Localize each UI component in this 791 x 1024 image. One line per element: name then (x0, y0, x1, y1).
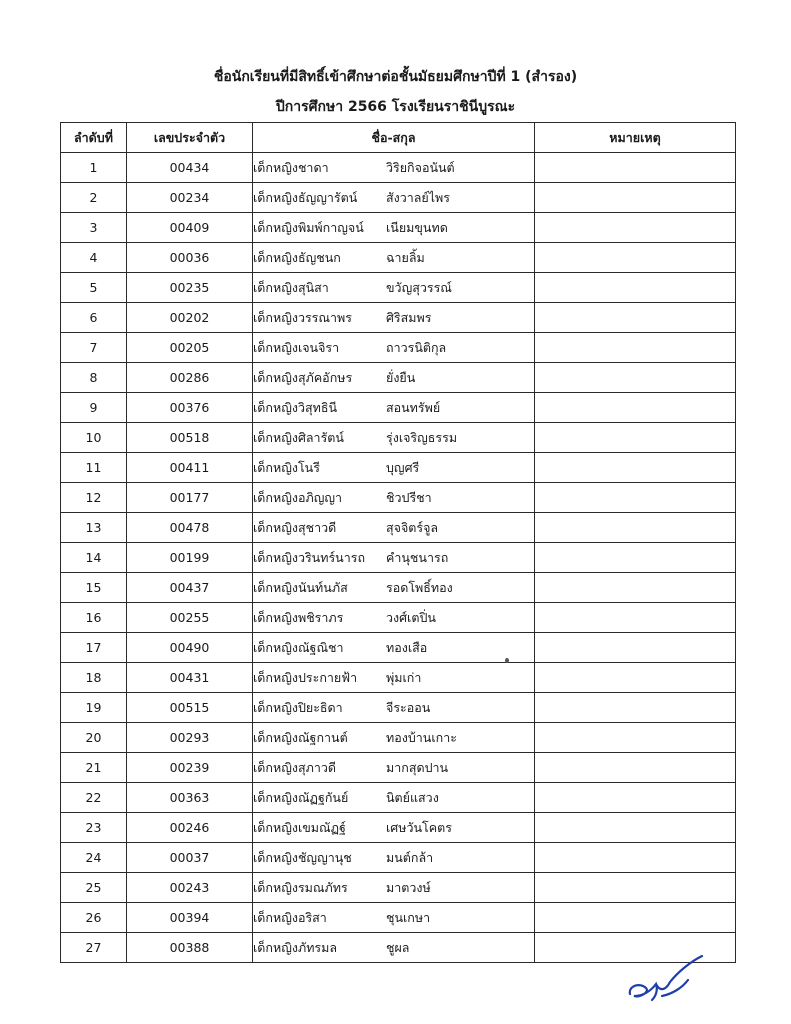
row-number: 25 (61, 873, 127, 903)
table-row (61, 483, 736, 513)
table-row (61, 303, 736, 333)
remark (535, 153, 736, 183)
remark (535, 333, 736, 363)
row-number: 4 (61, 243, 127, 273)
student-name (253, 303, 535, 333)
table-row (61, 183, 736, 213)
student-id: 00515 (127, 693, 253, 723)
remark (535, 663, 736, 693)
last-name: ชิวปรีชา (386, 489, 432, 505)
student-name (253, 393, 535, 423)
table-row (61, 843, 736, 873)
row-number: 3 (61, 213, 127, 243)
ink-dot (505, 658, 509, 663)
table-row (61, 633, 736, 663)
first-name: เด็กหญิงปิยะธิดา (253, 699, 343, 715)
row-number: 10 (61, 423, 127, 453)
last-name: บุญศรี (386, 459, 420, 475)
last-name: มาตวงษ์ (386, 879, 431, 895)
student-name (253, 783, 535, 813)
student-id: 00376 (127, 393, 253, 423)
student-id: 00431 (127, 663, 253, 693)
remark (535, 243, 736, 273)
row-number: 8 (61, 363, 127, 393)
student-name (253, 753, 535, 783)
row-number: 7 (61, 333, 127, 363)
first-name: เด็กหญิงธัญญารัตน์ (253, 189, 358, 205)
table-row (61, 273, 736, 303)
student-id: 00202 (127, 303, 253, 333)
first-name: เด็กหญิงพชิราภร (253, 609, 344, 625)
last-name: รอดโพธิ์ทอง (386, 579, 453, 595)
first-name: เด็กหญิงสุชาวดี (253, 519, 337, 535)
remark (535, 603, 736, 633)
student-name (253, 873, 535, 903)
student-id: 00243 (127, 873, 253, 903)
signature-icon (626, 952, 706, 1008)
student-name (253, 543, 535, 573)
last-name: ทองบ้านเกาะ (386, 729, 457, 745)
table-row (61, 513, 736, 543)
student-name (253, 183, 535, 213)
row-number: 19 (61, 693, 127, 723)
header-name: ชื่อ-สกุล (253, 123, 535, 153)
row-number: 24 (61, 843, 127, 873)
student-id: 00434 (127, 153, 253, 183)
student-id: 00255 (127, 603, 253, 633)
student-name (253, 633, 535, 663)
student-name (253, 573, 535, 603)
remark (535, 843, 736, 873)
remark (535, 873, 736, 903)
remark (535, 513, 736, 543)
last-name: มากสุดปาน (386, 759, 449, 775)
student-id: 00036 (127, 243, 253, 273)
last-name: ถาวรนิติกุล (386, 339, 447, 355)
student-id: 00286 (127, 363, 253, 393)
row-number: 22 (61, 783, 127, 813)
student-id: 00205 (127, 333, 253, 363)
table-row (61, 873, 736, 903)
student-name (253, 723, 535, 753)
table-row (61, 393, 736, 423)
student-name (253, 513, 535, 543)
row-number: 11 (61, 453, 127, 483)
student-id: 00478 (127, 513, 253, 543)
table-row (61, 243, 736, 273)
first-name: เด็กหญิงวรินทร์นารถ (253, 549, 366, 565)
last-name: จีระออน (386, 699, 431, 715)
remark (535, 783, 736, 813)
first-name: เด็กหญิงพิมพ์กาญจน์ (253, 219, 364, 235)
student-name (253, 663, 535, 693)
table-row (61, 663, 736, 693)
remark (535, 363, 736, 393)
first-name: เด็กหญิงวรรณาพร (253, 309, 352, 325)
student-name (253, 423, 535, 453)
first-name: เด็กหญิงวิสุทธินี (253, 399, 338, 415)
row-number: 2 (61, 183, 127, 213)
last-name: คำนุชนารถ (386, 549, 449, 565)
last-name: ชุนเกษา (386, 909, 431, 925)
student-id: 00239 (127, 753, 253, 783)
row-number: 6 (61, 303, 127, 333)
table-row (61, 783, 736, 813)
student-id: 00363 (127, 783, 253, 813)
student-name (253, 453, 535, 483)
first-name: เด็กหญิงศิลารัตน์ (253, 429, 344, 445)
table-row (61, 813, 736, 843)
table-row (61, 213, 736, 243)
document-subtitle: ปีการศึกษา 2566 โรงเรียนราชินีบูรณะ (275, 99, 516, 115)
student-name (253, 903, 535, 933)
remark (535, 723, 736, 753)
table-row (61, 753, 736, 783)
table-row (61, 693, 736, 723)
first-name: เด็กหญิงภัทรมล (253, 939, 338, 955)
table-row (61, 153, 736, 183)
last-name: สังวาลย์ไพร (386, 189, 450, 205)
student-id: 00234 (127, 183, 253, 213)
student-id: 00437 (127, 573, 253, 603)
remark (535, 573, 736, 603)
row-number: 13 (61, 513, 127, 543)
first-name: เด็กหญิงอริสา (253, 909, 327, 925)
table-row (61, 543, 736, 573)
student-id: 00490 (127, 633, 253, 663)
row-number: 9 (61, 393, 127, 423)
first-name: เด็กหญิงเจนจิรา (253, 339, 340, 355)
student-name (253, 843, 535, 873)
first-name: เด็กหญิงเขมณัฏฐ์ (253, 819, 346, 835)
remark (535, 273, 736, 303)
table-row (61, 363, 736, 393)
first-name: เด็กหญิงธัญชนก (253, 249, 341, 265)
first-name: เด็กหญิงนันท์นภัส (253, 579, 348, 595)
remark (535, 483, 736, 513)
table-header-row (61, 123, 736, 153)
last-name: เนียมขุนทด (386, 219, 448, 235)
last-name: สุจจิตร์จูล (386, 519, 439, 535)
first-name: เด็กหญิงสุนิสา (253, 279, 329, 295)
last-name: ศิริสมพร (386, 309, 432, 325)
document-title: ชื่อนักเรียนที่มีสิทธิ์เข้าศึกษาต่อชั้นมัธยมศึกษาปีที่ 1 (สำรอง) (213, 69, 578, 85)
row-number: 18 (61, 663, 127, 693)
last-name: ทองเสือ (386, 639, 428, 655)
first-name: เด็กหญิงสุภัคอักษร (253, 369, 353, 385)
remark (535, 393, 736, 423)
row-number: 1 (61, 153, 127, 183)
remark (535, 213, 736, 243)
first-name: เด็กหญิงณัฐกานต์ (253, 729, 348, 745)
first-name: เด็กหญิงชาดา (253, 159, 329, 175)
student-id: 00411 (127, 453, 253, 483)
remark (535, 813, 736, 843)
header-no: ลำดับที่ (61, 123, 127, 153)
remark (535, 633, 736, 663)
student-name (253, 933, 535, 963)
table-row (61, 573, 736, 603)
student-id: 00388 (127, 933, 253, 963)
student-table (60, 122, 736, 963)
row-number: 23 (61, 813, 127, 843)
remark (535, 453, 736, 483)
student-id: 00177 (127, 483, 253, 513)
student-id: 00235 (127, 273, 253, 303)
student-id: 00246 (127, 813, 253, 843)
table-row (61, 603, 736, 633)
student-name (253, 243, 535, 273)
first-name: เด็กหญิงชัญญานุช (253, 849, 352, 865)
header-remark: หมายเหตุ (535, 123, 736, 153)
last-name: รุ่งเจริญธรรม (386, 429, 458, 445)
last-name: เศษวันโคตร (386, 819, 452, 835)
row-number: 12 (61, 483, 127, 513)
student-name (253, 333, 535, 363)
last-name: วงศ์เตปิ่น (386, 609, 436, 625)
remark (535, 693, 736, 723)
student-id: 00409 (127, 213, 253, 243)
table-row (61, 333, 736, 363)
last-name: มนต์กล้า (386, 849, 434, 865)
remark (535, 183, 736, 213)
row-number: 16 (61, 603, 127, 633)
student-id: 00293 (127, 723, 253, 753)
remark (535, 903, 736, 933)
student-name (253, 363, 535, 393)
student-id: 00394 (127, 903, 253, 933)
row-number: 27 (61, 933, 127, 963)
last-name: ชูผล (386, 939, 410, 955)
table-row (61, 723, 736, 753)
row-number: 21 (61, 753, 127, 783)
row-number: 26 (61, 903, 127, 933)
last-name: ยั่งยืน (386, 369, 416, 385)
student-id: 00037 (127, 843, 253, 873)
row-number: 20 (61, 723, 127, 753)
student-id: 00199 (127, 543, 253, 573)
remark (535, 753, 736, 783)
header-id: เลขประจำตัว (127, 123, 253, 153)
last-name: ขวัญสุวรรณ์ (386, 279, 452, 295)
first-name: เด็กหญิงอภิญญา (253, 489, 343, 505)
first-name: เด็กหญิงรมณภัทร (253, 879, 348, 895)
last-name: ฉายลิ้ม (386, 249, 425, 265)
remark (535, 543, 736, 573)
table-row (61, 453, 736, 483)
first-name: เด็กหญิงสุภาวดี (253, 759, 336, 775)
student-name (253, 273, 535, 303)
last-name: พุ่มเก่า (386, 669, 422, 685)
last-name: สอนทรัพย์ (386, 399, 441, 415)
student-name (253, 603, 535, 633)
first-name: เด็กหญิงณัฏฐกันย์ (253, 789, 349, 805)
first-name: เด็กหญิงโนรี (253, 459, 320, 475)
remark (535, 303, 736, 333)
table-row (61, 423, 736, 453)
last-name: นิตย์แสวง (386, 789, 439, 805)
student-name (253, 483, 535, 513)
student-name (253, 153, 535, 183)
student-name (253, 813, 535, 843)
student-name (253, 213, 535, 243)
table-row (61, 903, 736, 933)
student-id: 00518 (127, 423, 253, 453)
student-name (253, 693, 535, 723)
first-name: เด็กหญิงณัฐณิชา (253, 639, 344, 655)
row-number: 5 (61, 273, 127, 303)
last-name: วิริยกิจอนันต์ (386, 159, 455, 175)
row-number: 14 (61, 543, 127, 573)
first-name: เด็กหญิงประกายฟ้า (253, 669, 358, 685)
row-number: 15 (61, 573, 127, 603)
row-number: 17 (61, 633, 127, 663)
remark (535, 423, 736, 453)
